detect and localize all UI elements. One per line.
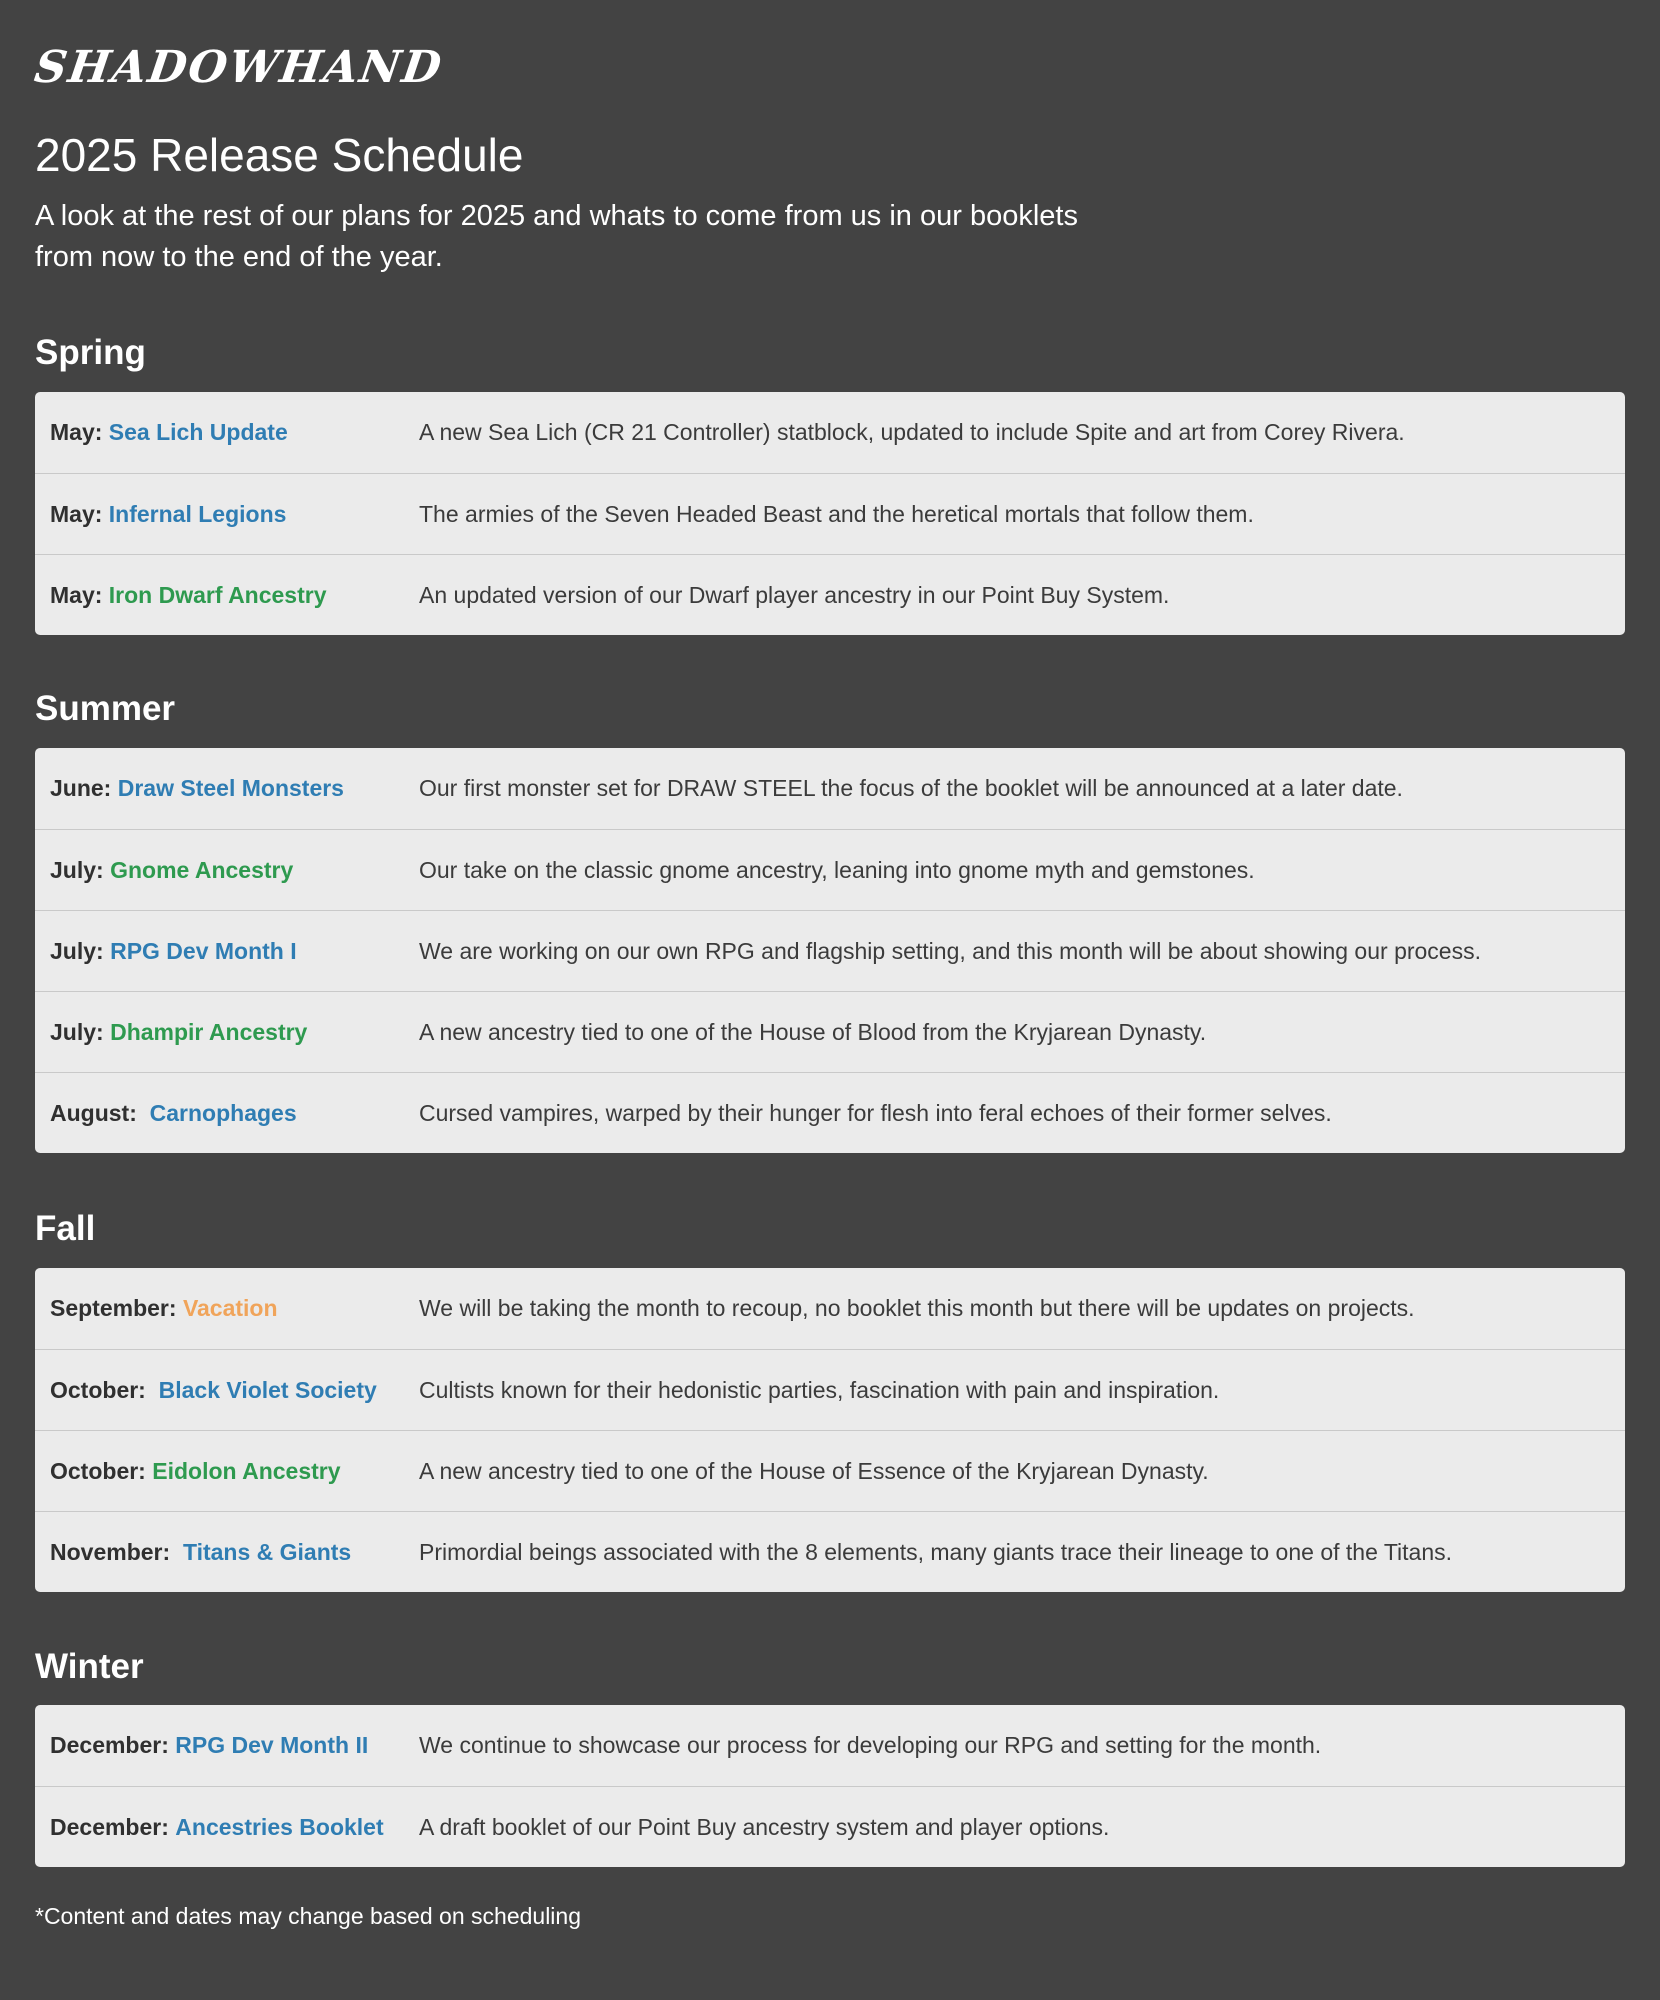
table-row: [35, 829, 1625, 910]
release-name: RPG Dev Month II: [175, 1732, 369, 1758]
release-month: June:: [50, 775, 112, 801]
schedule-table-fall: [35, 1268, 1625, 1592]
release-name: Carnophages: [149, 1099, 297, 1126]
release-title: [35, 1019, 419, 1046]
release-name: Iron Dwarf Ancestry: [108, 581, 327, 608]
table-row: [35, 910, 1625, 991]
intro-line-2: from now to the end of the year.: [35, 241, 443, 273]
release-title: [35, 1814, 419, 1841]
intro-line-1: A look at the rest of our plans for 2025 and whats to come from us in our booklets: [35, 200, 1078, 232]
schedule-table-winter: [35, 1705, 1625, 1867]
table-row: [35, 1072, 1625, 1153]
release-name: Titans & Giants: [182, 1538, 352, 1565]
release-month: November:: [50, 1538, 171, 1565]
schedule-table-spring: [35, 392, 1625, 635]
release-title: [35, 582, 419, 609]
release-title: [35, 1100, 419, 1127]
release-name: Infernal Legions: [108, 500, 287, 527]
release-description: Primordial beings associated with the 8 elements, many giants trace their lineage to one of the Titans.: [419, 1538, 1453, 1565]
release-month: September:: [50, 1295, 177, 1321]
release-description: Cultists known for their hedonistic parties, fascination with pain and inspiration.: [419, 1376, 1220, 1403]
page-title: 2025 Release Schedule: [35, 129, 524, 181]
release-name: Eidolon Ancestry: [152, 1457, 341, 1484]
season-title-winter: Winter: [35, 1647, 144, 1686]
release-description: We continue to showcase our process for developing our RPG and setting for the month.: [419, 1732, 1322, 1758]
release-name: Black Violet Society: [158, 1376, 377, 1403]
release-name: Sea Lich Update: [108, 419, 288, 445]
table-row: [35, 991, 1625, 1072]
release-title: [35, 857, 419, 884]
release-month: July:: [50, 1018, 104, 1045]
table-row: [35, 1430, 1625, 1511]
release-title: [35, 501, 419, 528]
release-description: A draft booklet of our Point Buy ancestry system and player options.: [419, 1813, 1110, 1840]
release-description: Our take on the classic gnome ancestry, leaning into gnome myth and gemstones.: [419, 856, 1255, 883]
table-row: [35, 1349, 1625, 1430]
table-row: [35, 1511, 1625, 1592]
release-name: Draw Steel Monsters: [117, 775, 344, 801]
release-month: May:: [50, 581, 103, 608]
table-row: [35, 748, 1625, 829]
intro-text: [35, 196, 1235, 278]
release-title: [35, 1295, 419, 1322]
shadowhand-logo: SHADOWHAND: [31, 42, 447, 93]
release-month: July:: [50, 937, 104, 964]
release-title: [35, 1458, 419, 1485]
release-description: We will be taking the month to recoup, no booklet this month but there will be updates on projects.: [419, 1295, 1415, 1321]
table-row: [35, 392, 1625, 473]
footnote: *Content and dates may change based on scheduling: [35, 1903, 582, 1929]
release-name: RPG Dev Month I: [110, 937, 297, 964]
release-description: A new ancestry tied to one of the House of Blood from the Kryjarean Dynasty.: [419, 1018, 1207, 1045]
season-title-summer: Summer: [35, 689, 176, 728]
release-month: May:: [50, 419, 103, 445]
release-name: Gnome Ancestry: [110, 856, 294, 883]
release-month: December:: [50, 1732, 169, 1758]
release-month: October:: [50, 1376, 146, 1403]
release-description: A new ancestry tied to one of the House of Essence of the Kryjarean Dynasty.: [419, 1457, 1209, 1484]
table-row: [35, 473, 1625, 554]
release-month: October:: [50, 1457, 146, 1484]
release-month: August:: [50, 1099, 137, 1126]
release-description: The armies of the Seven Headed Beast and the heretical mortals that follow them.: [419, 500, 1254, 527]
release-name: Ancestries Booklet: [175, 1813, 384, 1840]
release-description: We are working on our own RPG and flagship setting, and this month will be about showing our process.: [419, 937, 1481, 964]
release-name: Dhampir Ancestry: [110, 1018, 308, 1045]
release-title: [35, 775, 419, 802]
release-title: [35, 1377, 419, 1404]
release-title: [35, 1539, 419, 1566]
release-month: July:: [50, 856, 104, 883]
release-month: May:: [50, 500, 103, 527]
release-title: [35, 938, 419, 965]
release-title: [35, 419, 419, 446]
release-month: December:: [50, 1813, 169, 1840]
release-description: Cursed vampires, warped by their hunger for flesh into feral echoes of their former selves.: [419, 1099, 1332, 1126]
release-title: [35, 1732, 419, 1759]
schedule-table-summer: [35, 748, 1625, 1153]
release-description: An updated version of our Dwarf player ancestry in our Point Buy System.: [419, 581, 1170, 608]
release-description: A new Sea Lich (CR 21 Controller) statblock, updated to include Spite and art from Corey Rivera.: [419, 419, 1405, 445]
table-row: [35, 554, 1625, 635]
season-title-spring: Spring: [35, 333, 146, 372]
release-name: Vacation: [182, 1295, 278, 1321]
table-row: [35, 1705, 1625, 1786]
table-row: [35, 1268, 1625, 1349]
table-row: [35, 1786, 1625, 1867]
season-title-fall: Fall: [35, 1209, 96, 1248]
release-description: Our first monster set for DRAW STEEL the focus of the booklet will be announced at a later date.: [419, 775, 1403, 801]
